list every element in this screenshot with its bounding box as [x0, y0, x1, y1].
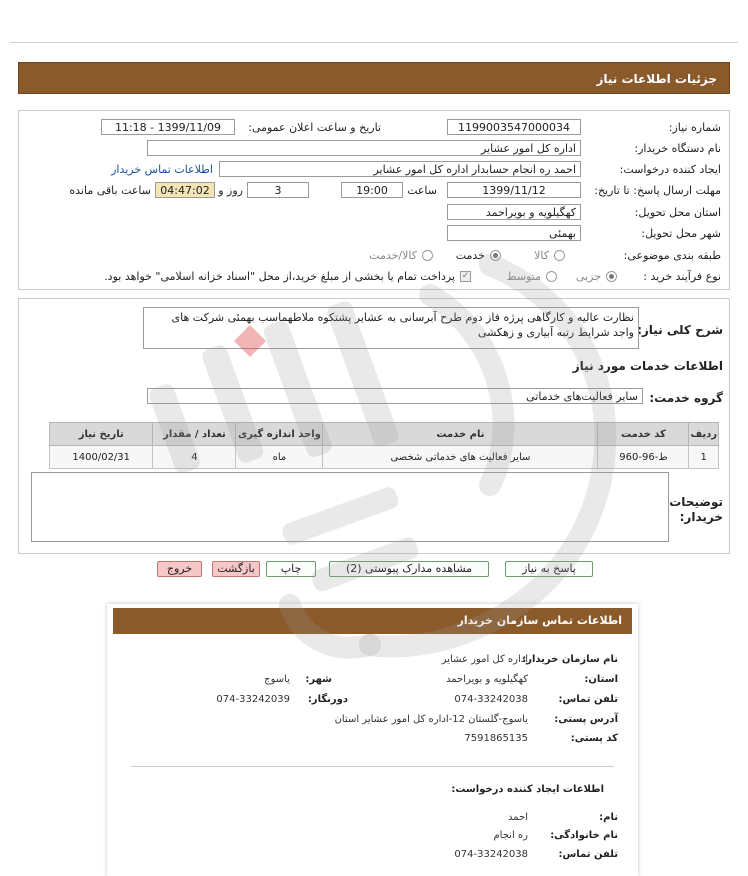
- category-goods-service-radio[interactable]: [422, 250, 433, 261]
- creator-info-title: اطلاعات ایجاد کننده درخواست:: [451, 784, 604, 795]
- process-medium-label: متوسط: [506, 270, 541, 283]
- exit-button[interactable]: خروج: [157, 561, 202, 577]
- process-label: نوع فرآیند خرید :: [643, 270, 721, 283]
- contact-org-value: اداره کل امور عشایر: [441, 654, 528, 665]
- col-name: نام خدمت: [323, 423, 598, 446]
- reply-button[interactable]: پاسخ به نیاز: [505, 561, 593, 577]
- top-divider: [10, 42, 738, 43]
- deadline-time-field[interactable]: 19:00: [341, 182, 403, 198]
- col-code: کد خدمت: [598, 423, 689, 446]
- category-label: طبقه بندی موضوعی:: [623, 249, 721, 262]
- creator-family-value: ره انجام: [493, 830, 528, 841]
- treasury-note: پرداخت تمام یا بخشی از مبلغ خرید،از محل "اسناد خزانه اسلامی" خواهد بود.: [104, 270, 455, 283]
- col-unit: واحد اندازه گیری: [236, 423, 323, 446]
- service-group-label: گروه خدمت:: [649, 391, 723, 405]
- contact-divider: [131, 766, 614, 767]
- view-docs-button[interactable]: مشاهده مدارک پیوستی (2): [329, 561, 489, 577]
- buyer-contact-card: [107, 604, 638, 876]
- need-details-panel: [18, 110, 730, 290]
- process-minor-radio[interactable]: [606, 271, 617, 282]
- contact-address-label: آدرس پستی:: [554, 714, 618, 725]
- creator-label: ایجاد کننده درخواست:: [619, 163, 721, 176]
- creator-family-label: نام خانوادگی:: [550, 830, 618, 841]
- contact-province-value: کهگیلویه و بویراحمد: [446, 674, 528, 685]
- contact-province-label: استان:: [584, 674, 618, 685]
- contact-postal-value: 7591865135: [464, 733, 528, 744]
- contact-card-title: اطلاعات تماس سازمان خریدار: [457, 614, 622, 627]
- cell-qty: 4: [153, 446, 236, 469]
- creator-name-value: احمد: [508, 812, 528, 823]
- process-minor-label: جزیی: [575, 270, 601, 283]
- creator-name-label: نام:: [599, 812, 618, 823]
- days-label: روز و: [218, 184, 243, 197]
- contact-address-value: یاسوج-گلستان 12-اداره کل امور عشایر استان: [334, 714, 528, 725]
- city-label: شهر محل تحویل:: [641, 227, 721, 240]
- cell-date: 1400/02/31: [50, 446, 153, 469]
- category-goods-service-label: کالا/خدمت: [369, 249, 417, 262]
- buyer-notes-textarea[interactable]: [31, 472, 669, 542]
- remaining-label: ساعت باقی مانده: [69, 184, 151, 197]
- cell-code: ط-96-960: [598, 446, 689, 469]
- deadline-label: مهلت ارسال پاسخ: تا تاریخ:: [594, 184, 721, 197]
- category-goods-radio[interactable]: [554, 250, 565, 261]
- print-button[interactable]: چاپ: [266, 561, 316, 577]
- contact-phone-label: تلفن تماس:: [558, 694, 618, 705]
- treasury-checkbox[interactable]: ✓: [461, 271, 470, 281]
- city-field[interactable]: بهمئی: [447, 225, 581, 241]
- col-row: ردیف: [689, 423, 719, 446]
- services-table-header: [50, 423, 719, 446]
- col-qty: تعداد / مقدار: [153, 423, 236, 446]
- category-service-radio[interactable]: [490, 250, 501, 261]
- contact-org-label: نام سازمان خریدار:: [522, 654, 618, 665]
- creator-phone-value: 074-33242038: [454, 849, 528, 860]
- contact-phone-value: 074-33242038: [454, 694, 528, 705]
- cell-unit: ماه: [236, 446, 323, 469]
- contact-fax-value: 074-33242039: [216, 694, 290, 705]
- page-header: [18, 62, 730, 94]
- province-label: استان محل تحویل:: [634, 206, 721, 219]
- remaining-time-field: 04:47:02: [155, 182, 215, 198]
- need-number-label: شماره نیاز:: [668, 121, 721, 134]
- service-group-field[interactable]: سایر فعالیت‌های خدماتی: [147, 388, 643, 404]
- buyer-org-label: نام دستگاه خریدار:: [634, 142, 721, 155]
- contact-city-label: شهر:: [305, 674, 332, 685]
- table-row[interactable]: [50, 446, 719, 469]
- col-date: تاریخ نیاز: [50, 423, 153, 446]
- contact-postal-label: کد پستی:: [570, 733, 618, 744]
- buyer-notes-label: توضیحات خریدار:: [669, 495, 723, 524]
- services-table: [49, 422, 719, 469]
- process-medium-radio[interactable]: [546, 271, 557, 282]
- creator-field[interactable]: احمد ره انجام حسابدار اداره کل امور عشایر: [219, 161, 581, 177]
- summary-panel: [18, 298, 730, 554]
- contact-card-header: [113, 608, 632, 634]
- need-number-field[interactable]: 1199003547000034: [447, 119, 581, 135]
- deadline-date-field[interactable]: 1399/11/12: [447, 182, 581, 198]
- deadline-time-label: ساعت: [407, 184, 437, 197]
- category-goods-label: کالا: [534, 249, 549, 262]
- buyer-contact-link[interactable]: اطلاعات تماس خریدار: [111, 163, 213, 176]
- back-button[interactable]: بازگشت: [212, 561, 260, 577]
- creator-phone-label: تلفن تماس:: [558, 849, 618, 860]
- contact-city-value: یاسوج: [264, 674, 290, 685]
- category-service-label: خدمت: [455, 249, 485, 262]
- contact-fax-label: دورنگار:: [307, 694, 348, 705]
- services-title: اطلاعات خدمات مورد نیاز: [572, 359, 723, 373]
- cell-name: سایر فعالیت های خدماتی شخصی: [323, 446, 598, 469]
- province-field[interactable]: کهگیلویه و بویراحمد: [447, 204, 581, 220]
- summary-textarea[interactable]: نظارت عالیه و کارگاهی پرژه فاز دوم طرح آبرسانی به عشایر پشتکوه ملاطهماسب بهمئی شرکت های واجد شرایط رتبه آبیاری و زهکشی: [143, 307, 639, 349]
- cell-row: 1: [689, 446, 719, 469]
- page-title: جزئیات اطلاعات نیاز: [596, 72, 717, 86]
- summary-label: شرح کلی نیاز:: [637, 323, 723, 337]
- announce-field[interactable]: 1399/11/09 - 11:18: [101, 119, 235, 135]
- days-field[interactable]: 3: [247, 182, 309, 198]
- buyer-org-field[interactable]: اداره کل امور عشایر: [147, 140, 581, 156]
- announce-label: تاریخ و ساعت اعلان عمومی:: [248, 121, 381, 134]
